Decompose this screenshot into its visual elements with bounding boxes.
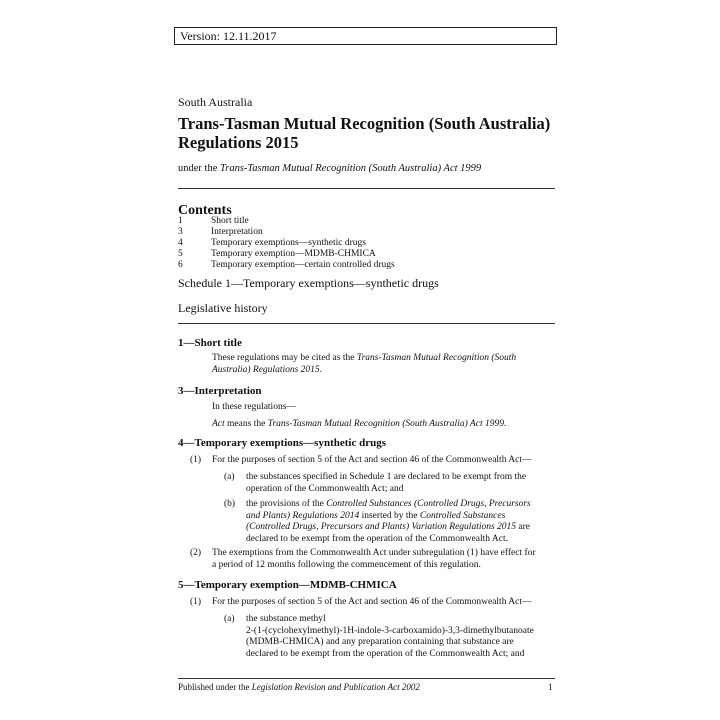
s4-pb-l3a: (Controlled Drugs, Precursors and Plants) Variation Regulations 2015 (246, 522, 517, 532)
contents-heading: Contents (178, 203, 232, 218)
s4-pb-l2b: inserted by the (359, 510, 420, 521)
s4-pb-l1a: the provisions of the (246, 499, 327, 509)
section-3-definition (212, 419, 506, 431)
section-1-text (212, 353, 557, 376)
toc-item-number: 1 (178, 216, 183, 226)
s4-sub-2-line-2: a period of 12 months following the commencement of this regulation. (212, 559, 481, 570)
section-3-intro: In these regulations— (212, 402, 296, 412)
toc-item-number: 6 (178, 260, 183, 270)
toc-item-label: Interpretation (211, 227, 263, 237)
s4-sub-1 (190, 455, 560, 467)
toc-legislative-history-link[interactable]: Legislative history (178, 301, 268, 315)
divider-footer (178, 678, 555, 679)
s4-sub-2-num: (2) (190, 548, 202, 558)
s5-sub-1-num: (1) (190, 597, 202, 607)
toc-item-number: 3 (178, 227, 183, 237)
section-3-heading: 3—Interpretation (178, 385, 262, 397)
s5-para-a (224, 614, 564, 660)
footer-act: Legislation Revision and Publication Act 2002 (251, 682, 420, 692)
s4-sub-2-line-1: The exemptions from the Commonwealth Act under subregulation (1) have effect for (212, 548, 536, 558)
def-act: Trans-Tasman Mutual Recognition (South Australia) Act 1999 (267, 419, 504, 429)
s5-sub-1-text: For the purposes of section 5 of the Act and section 46 of the Commonwealth Act— (212, 597, 532, 607)
s5-sub-1 (190, 597, 560, 609)
toc-schedule-link[interactable]: Schedule 1—Temporary exemptions—synthetic drugs (178, 276, 439, 290)
version-box (174, 27, 557, 45)
toc-item-label: Temporary exemptions—synthetic drugs (211, 238, 366, 248)
s4-para-b (224, 499, 564, 545)
s5-para-a-line-1: the substance methyl (246, 614, 326, 624)
document-title (178, 114, 558, 152)
under-act-name: Trans-Tasman Mutual Recognition (South Australia) Act 1999 (220, 163, 482, 174)
toc-item[interactable] (178, 216, 395, 227)
s4-sub-1-text: For the purposes of section 5 of the Act and section 46 of the Commonwealth Act— (212, 455, 532, 465)
title-line-2: Regulations 2015 (178, 133, 299, 152)
title-line-1: Trans-Tasman Mutual Recognition (South Australia) (178, 114, 551, 133)
under-prefix: under the (178, 163, 220, 174)
footer-prefix: Published under the (178, 682, 252, 692)
section-1-heading: 1—Short title (178, 337, 242, 349)
under-act-line (178, 162, 481, 175)
def-term: Act (212, 419, 225, 429)
section-5-heading: 5—Temporary exemption—MDMB-CHMICA (178, 579, 397, 591)
toc-item-label: Temporary exemption—MDMB-CHMICA (211, 249, 376, 259)
version-label: Version: 12.11.2017 (180, 29, 277, 43)
toc-item[interactable] (178, 227, 395, 238)
s1-text-italic-2: Australia) Regulations 2015 (212, 364, 320, 375)
s4-pb-l3b: are (516, 522, 531, 532)
s4-para-a-line-1: the substances specified in Schedule 1 are declared to be exempt from the (246, 472, 527, 482)
toc-item-number: 5 (178, 249, 183, 259)
s4-pb-l4: declared to be exempt from the operation of the Commonwealth Act. (246, 533, 508, 544)
contents-list (178, 216, 395, 271)
s4-para-a-num: (a) (224, 472, 235, 482)
divider-top (178, 188, 555, 189)
section-4-heading: 4—Temporary exemptions—synthetic drugs (178, 437, 386, 449)
footer-published (178, 682, 420, 693)
s1-text-suffix: . (319, 364, 323, 375)
s4-pb-l2c: Controlled Substances (419, 510, 506, 521)
jurisdiction: South Australia (178, 95, 253, 109)
toc-item-number: 4 (178, 238, 183, 248)
s5-para-a-line-4: declared to be exempt from the operation of the Commonwealth Act; and (246, 648, 525, 659)
toc-item-label: Temporary exemption—certain controlled drugs (211, 260, 395, 270)
s5-para-a-num: (a) (224, 614, 235, 624)
s4-pb-l2a: and Plants) Regulations 2014 (246, 510, 360, 521)
s5-para-a-line-2: 2-(1-(cyclohexylmethyl)-1H-indole-3-carboxamido)-3,3-dimethylbutanoate (246, 625, 534, 636)
s1-text-prefix: These regulations may be cited as the (212, 353, 357, 363)
s4-sub-1-num: (1) (190, 455, 202, 465)
def-mid: means the (224, 419, 268, 429)
s4-para-b-num: (b) (224, 499, 236, 509)
s4-sub-2 (190, 548, 560, 571)
toc-item[interactable] (178, 238, 395, 249)
s4-para-a (224, 472, 564, 495)
toc-item-label: Short title (211, 216, 249, 226)
page-number: 1 (548, 682, 553, 692)
def-end: . (503, 419, 507, 429)
s4-pb-l1b: Controlled Substances (Controlled Drugs, Precursors (326, 499, 531, 509)
s1-text-italic-1: Trans-Tasman Mutual Recognition (South (356, 353, 517, 363)
divider-contents (178, 323, 555, 324)
toc-item[interactable] (178, 260, 395, 271)
s4-para-a-line-2: operation of the Commonwealth Act; and (246, 483, 404, 494)
s5-para-a-line-3: (MDMB-CHMICA) and any preparation containing that substance are (246, 637, 514, 647)
toc-item[interactable] (178, 249, 395, 260)
